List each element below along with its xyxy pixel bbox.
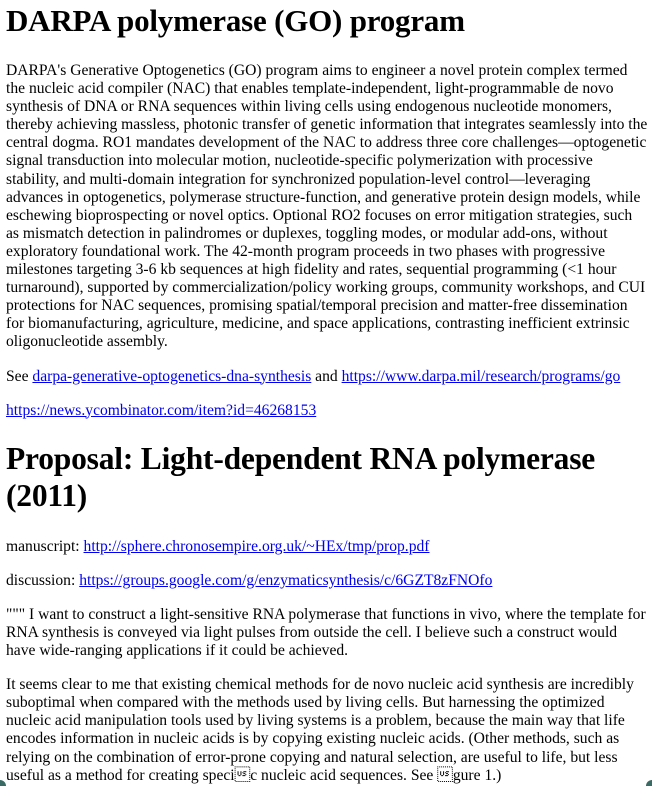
- darpa-program-link[interactable]: https://www.darpa.mil/research/programs/go: [341, 367, 621, 385]
- manuscript-link[interactable]: http://sphere.chronosempire.org.uk/~HEx/tmp/prop.pdf: [83, 537, 430, 555]
- manuscript-line: [6, 538, 648, 556]
- document-page: [6, 0, 648, 785]
- see-prefix: See: [6, 367, 33, 385]
- section-title-darpa: DARPA polymerase (GO) program: [6, 3, 465, 38]
- proposal-quote-paragraph-2: It seems clear to me that existing chemical methods for de novo nucleic acid synthesis are incredibly suboptimal when compared with the methods used by living cells. But harnessing the optimized nucleic acid manipulation tools used by living systems is a problem, because the main way that life encodes information in nucleic acids is by copying existing nucleic acids. (Other methods, such as relying on the combination of error-prone copying and natural selection, are useful to life, but less useful as a method for creating speci c nucleic acid sequences. See gure 1.): [6, 676, 634, 784]
- hacker-news-link[interactable]: https://news.ycombinator.com/item?id=46268153: [6, 401, 317, 419]
- discussion-label: discussion:: [6, 571, 80, 589]
- discussion-link[interactable]: https://groups.google.com/g/enzymaticsynthesis/c/6GZT8zFNOfo: [79, 571, 493, 589]
- see-also-line: [6, 368, 648, 386]
- section-title-proposal: Proposal: Light-dependent RNA polymerase (2011): [6, 440, 596, 513]
- darpa-go-dna-synthesis-link[interactable]: darpa-generative-optogenetics-dna-synthesis: [32, 367, 312, 385]
- proposal-quote-paragraph-1: """ I want to construct a light-sensitive RNA polymerase that functions in vivo, where the template for RNA synthesis is conveyed via light pulses from outside the cell. I believe such a construct would have wide-ranging applications if it could be achieved.: [6, 605, 646, 660]
- discussion-line: [6, 572, 648, 590]
- hacker-news-line: [6, 402, 648, 420]
- see-and-text: and: [311, 367, 342, 385]
- window-corner-right: [646, 780, 652, 786]
- manuscript-label: manuscript:: [6, 537, 84, 555]
- darpa-summary-paragraph: DARPA's Generative Optogenetics (GO) program aims to engineer a novel protein complex termed the nucleic acid compiler (NAC) that enables template-independent, light-programmable de novo synthesis of DNA or RNA sequences within living cells using endogenous nucleotide monomers, thereby achieving massless, photonic transfer of genetic information that integrates seamlessly into the central dogma. RO1 mandates development of the NAC to address three core challenges—optogenetic signal transduction into molecular motion, nucleotide-specific polymerization with processive stability, and multi-domain integration for synchronized population-level control—leveraging advances in optogenetics, polymerase structure-function, and generative protein design models, while eschewing bioprospecting or novel optics. Optional RO2 focuses on error mitigation strategies, such as mismatch detection in palindromes or duplexes, toggling modes, or modular add-ons, without exploratory foundational work. The 42-month program proceeds in two phases with progressive milestones targeting 3-6 kb sequences at high fidelity and rates, sequential programming (<1 hour turnaround), supported by commercialization/policy working groups, community workshops, and CUI protections for NAC sequences, promising spatial/temporal precision and matter-free dissemination for biomanufacturing, agriculture, medicine, and space applications, contrasting inefficient extrinsic oligonucleotide assembly.: [6, 62, 648, 351]
